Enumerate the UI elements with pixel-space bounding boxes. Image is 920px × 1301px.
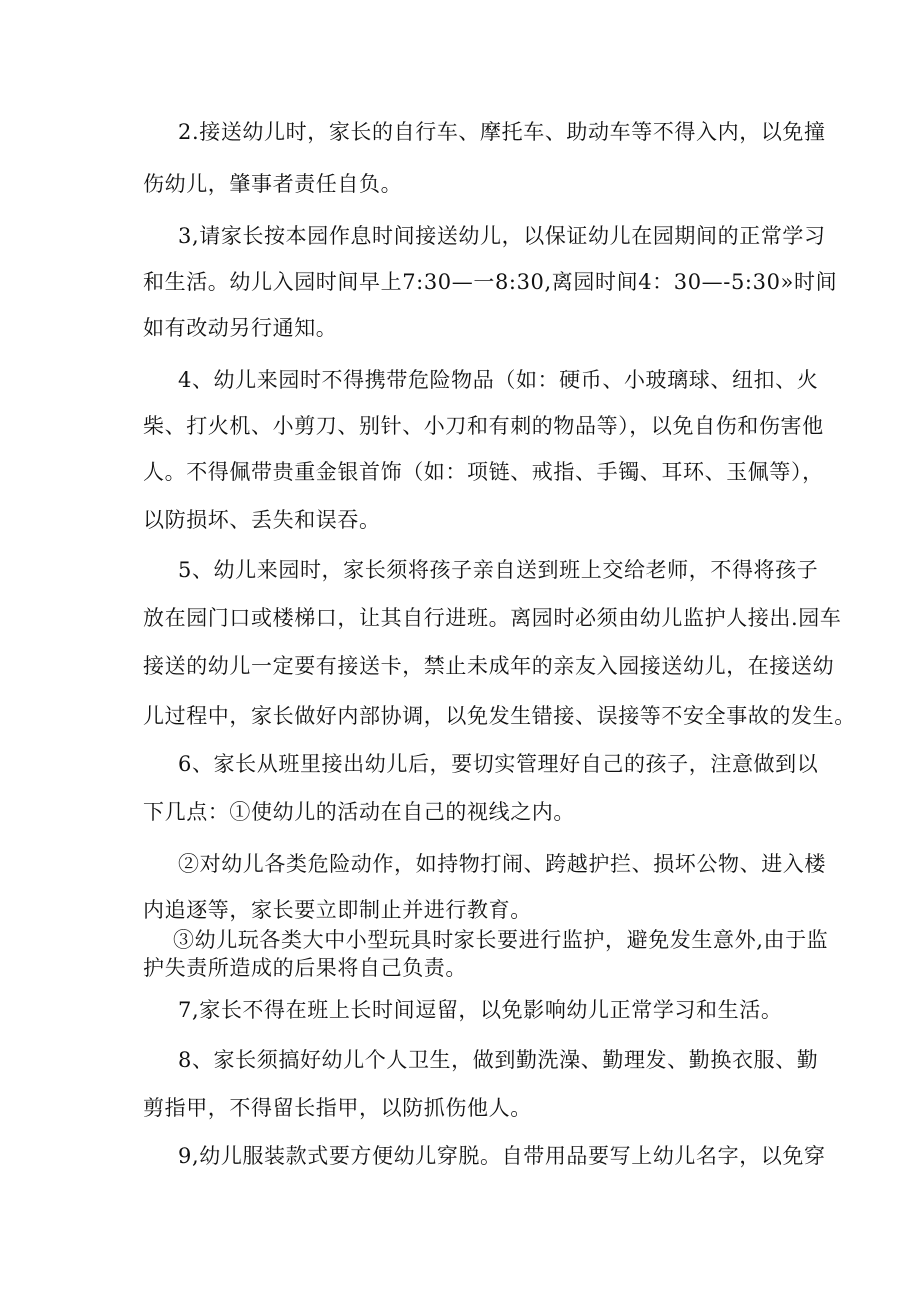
paragraph-5-line-2: 放在园门口或楼梯口，让其自行进班。离园时必须由幼儿监护人接出.园车 <box>143 606 842 630</box>
item-3-line-1: ③幼儿玩各类大中小型玩具时家长要进行监护，避免发生意外,由于监 <box>173 928 829 952</box>
paragraph-3-line-3: 如有改动另行通知。 <box>143 316 338 340</box>
paragraph-2-line-1: 2.接送幼儿时，家长的自行车、摩托车、助动车等不得入内，以免撞 <box>178 120 826 144</box>
item-2-line-1: ②对幼儿各类危险动作，如持物打闹、跨越护拦、损坏公物、进入楼 <box>178 852 826 876</box>
paragraph-6-line-1: 6、家长从班里接出幼儿后，要切实管理好自己的孩子，注意做到以 <box>178 752 819 776</box>
paragraph-8-line-1: 8、家长须搞好幼儿个人卫生，做到勤洗澡、勤理发、勤换衣服、勤 <box>178 1048 819 1072</box>
item-2-line-2: 内追逐等，家长要立即制止并进行教育。 <box>143 898 532 922</box>
paragraph-4-line-1: 4、幼儿来园时不得携带危险物品（如：硬币、小玻璃球、纽扣、火 <box>178 368 819 392</box>
paragraph-3-line-1: 3,请家长按本园作息时间接送幼儿，以保证幼儿在园期间的正常学习 <box>178 224 826 248</box>
paragraph-4-line-4: 以防损坏、丢失和误吞。 <box>143 508 381 532</box>
paragraph-2-line-2: 伤幼儿，肇事者责任自负。 <box>143 172 403 196</box>
paragraph-5-line-1: 5、幼儿来园时，家长须将孩子亲自送到班上交给老师，不得将孩子 <box>178 558 819 582</box>
paragraph-3-line-2: 和生活。幼儿入园时间早上7:30—一8:30,离园时间4：30—-5:30»时间 <box>143 270 838 294</box>
paragraph-4-line-3: 人。不得佩带贵重金银首饰（如：项链、戒指、手镯、耳环、玉佩等）， <box>143 460 824 484</box>
paragraph-9-line-1: 9,幼儿服装款式要方便幼儿穿脱。自带用品要写上幼儿名字，以免穿 <box>178 1144 826 1168</box>
paragraph-6-line-2: 下几点：①使幼儿的活动在自己的视线之内。 <box>143 800 575 824</box>
paragraph-5-line-3: 接送的幼儿一定要有接送卡，禁止未成年的亲友入园接送幼儿，在接送幼 <box>143 654 835 678</box>
paragraph-4-line-2: 柴、打火机、小剪刀、别针、小刀和有刺的物品等），以免自伤和伤害他 <box>143 414 824 438</box>
paragraph-8-line-2: 剪指甲，不得留长指甲，以防抓伤他人。 <box>143 1096 532 1120</box>
item-3-line-2: 护失责所造成的后果将自己负责。 <box>143 956 467 980</box>
paragraph-7-line-1: 7,家长不得在班上长时间逗留，以免影响幼儿正常学习和生活。 <box>178 998 783 1022</box>
paragraph-5-line-4: 儿过程中，家长做好内部协调，以免发生错接、误接等不安全事故的发生。 <box>143 704 856 728</box>
